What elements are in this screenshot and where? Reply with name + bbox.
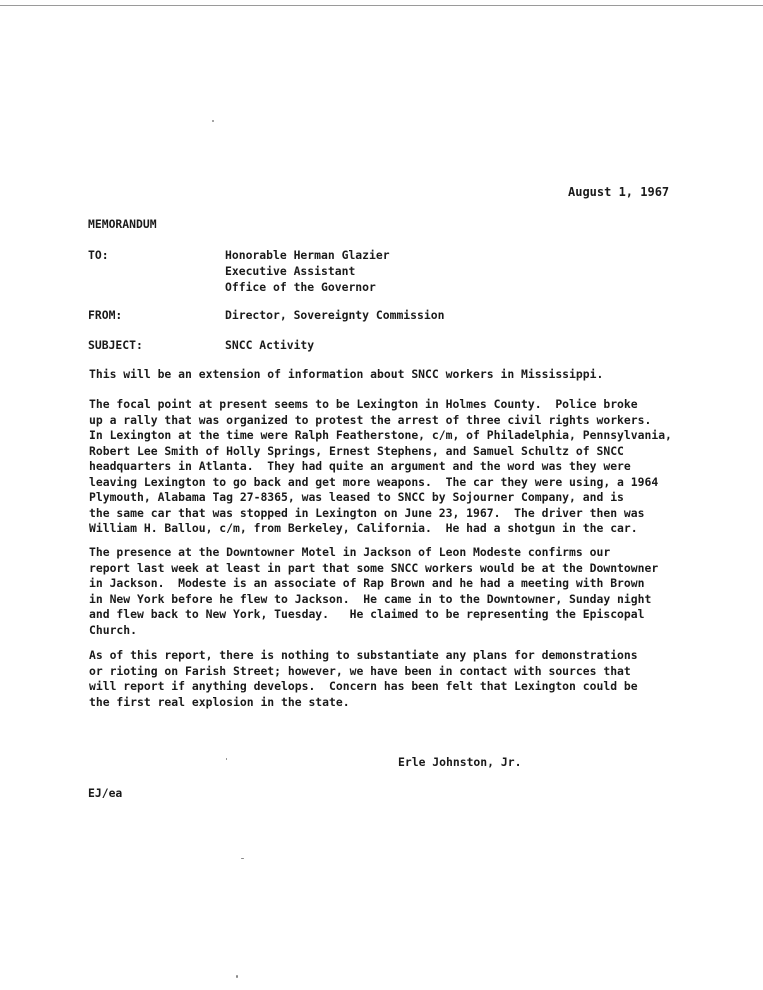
presence-paragraph	[89, 545, 759, 638]
paragraph-line: in Jackson. Modeste is an associate of Rap Brown and he had a meeting with Brown	[89, 576, 645, 590]
to-line: Office of the Governor	[225, 280, 376, 294]
paragraph-line: the first real explosion in the state.	[89, 694, 350, 709]
paper-speck	[241, 858, 244, 859]
paragraph-line: up a rally that was organized to protest the arrest of three civil rights workers.	[89, 412, 652, 427]
to-line: Executive Assistant	[225, 264, 356, 278]
focal-point-paragraph	[89, 397, 759, 537]
paragraph-line: The focal point at present seems to be Lexington in Holmes County. Police broke	[89, 397, 638, 411]
report-paragraph	[89, 648, 759, 710]
paragraph-line: Plymouth, Alabama Tag 27-8365, was leased to SNCC by Sojourner Company, and is	[89, 490, 624, 504]
signature-name: Erle Johnston, Jr.	[398, 755, 522, 769]
subject-label: SUBJECT:	[88, 338, 143, 352]
paragraph-line: As of this report, there is nothing to substantiate any plans for demonstrations	[89, 648, 638, 662]
paragraph-line: headquarters in Atlanta. They had quite an argument and the word was they were	[89, 459, 631, 473]
subject-value: SNCC Activity	[225, 338, 315, 352]
page-top-edge-line	[0, 5, 763, 6]
from-label: FROM:	[88, 308, 123, 322]
memo-heading: MEMORANDUM	[88, 217, 157, 231]
to-line: Honorable Herman Glazier	[225, 248, 390, 262]
to-label: TO:	[88, 248, 109, 262]
paragraph-line: and flew back to New York, Tuesday. He claimed to be representing the Episcopal	[89, 607, 645, 621]
paragraph-line: In Lexington at the time were Ralph Featherstone, c/m, of Philadelphia, Pennsylvania,	[89, 428, 672, 442]
intro-paragraph: This will be an extension of information about SNCC workers in Mississippi.	[89, 367, 604, 381]
paragraph-line: or rioting on Farish Street; however, we have been in contact with sources that	[89, 663, 631, 678]
from-sender: Director, Sovereignty Commission	[225, 308, 445, 322]
paragraph-line: Robert Lee Smith of Holly Springs, Ernest Stephens, and Samuel Schultz of SNCC	[89, 443, 624, 458]
paragraph-line: The presence at the Downtowner Motel in Jackson of Leon Modeste confirms our	[89, 545, 611, 559]
to-recipient	[225, 247, 390, 295]
paragraph-line: Church.	[89, 622, 138, 637]
memo-date: August 1, 1967	[568, 185, 670, 199]
paragraph-line: William H. Ballou, c/m, from Berkeley, California. He had a shotgun in the car.	[89, 521, 638, 535]
paragraph-line: will report if anything develops. Concern has been felt that Lexington could be	[89, 679, 638, 693]
paragraph-line: in New York before he flew to Jackson. He came in to the Downtowner, Sunday night	[89, 591, 652, 606]
paragraph-line: the same car that was stopped in Lexington on June 23, 1967. The driver then was	[89, 505, 645, 520]
paper-speck	[236, 975, 238, 978]
paragraph-line: report last week at least in part that some SNCC workers would be at the Downtowner	[89, 560, 659, 575]
paper-speck	[212, 120, 214, 122]
paragraph-line: leaving Lexington to go back and get more weapons. The car they were using, a 1964	[89, 474, 659, 489]
paper-speck	[226, 758, 227, 760]
typist-initials: EJ/ea	[88, 786, 123, 800]
